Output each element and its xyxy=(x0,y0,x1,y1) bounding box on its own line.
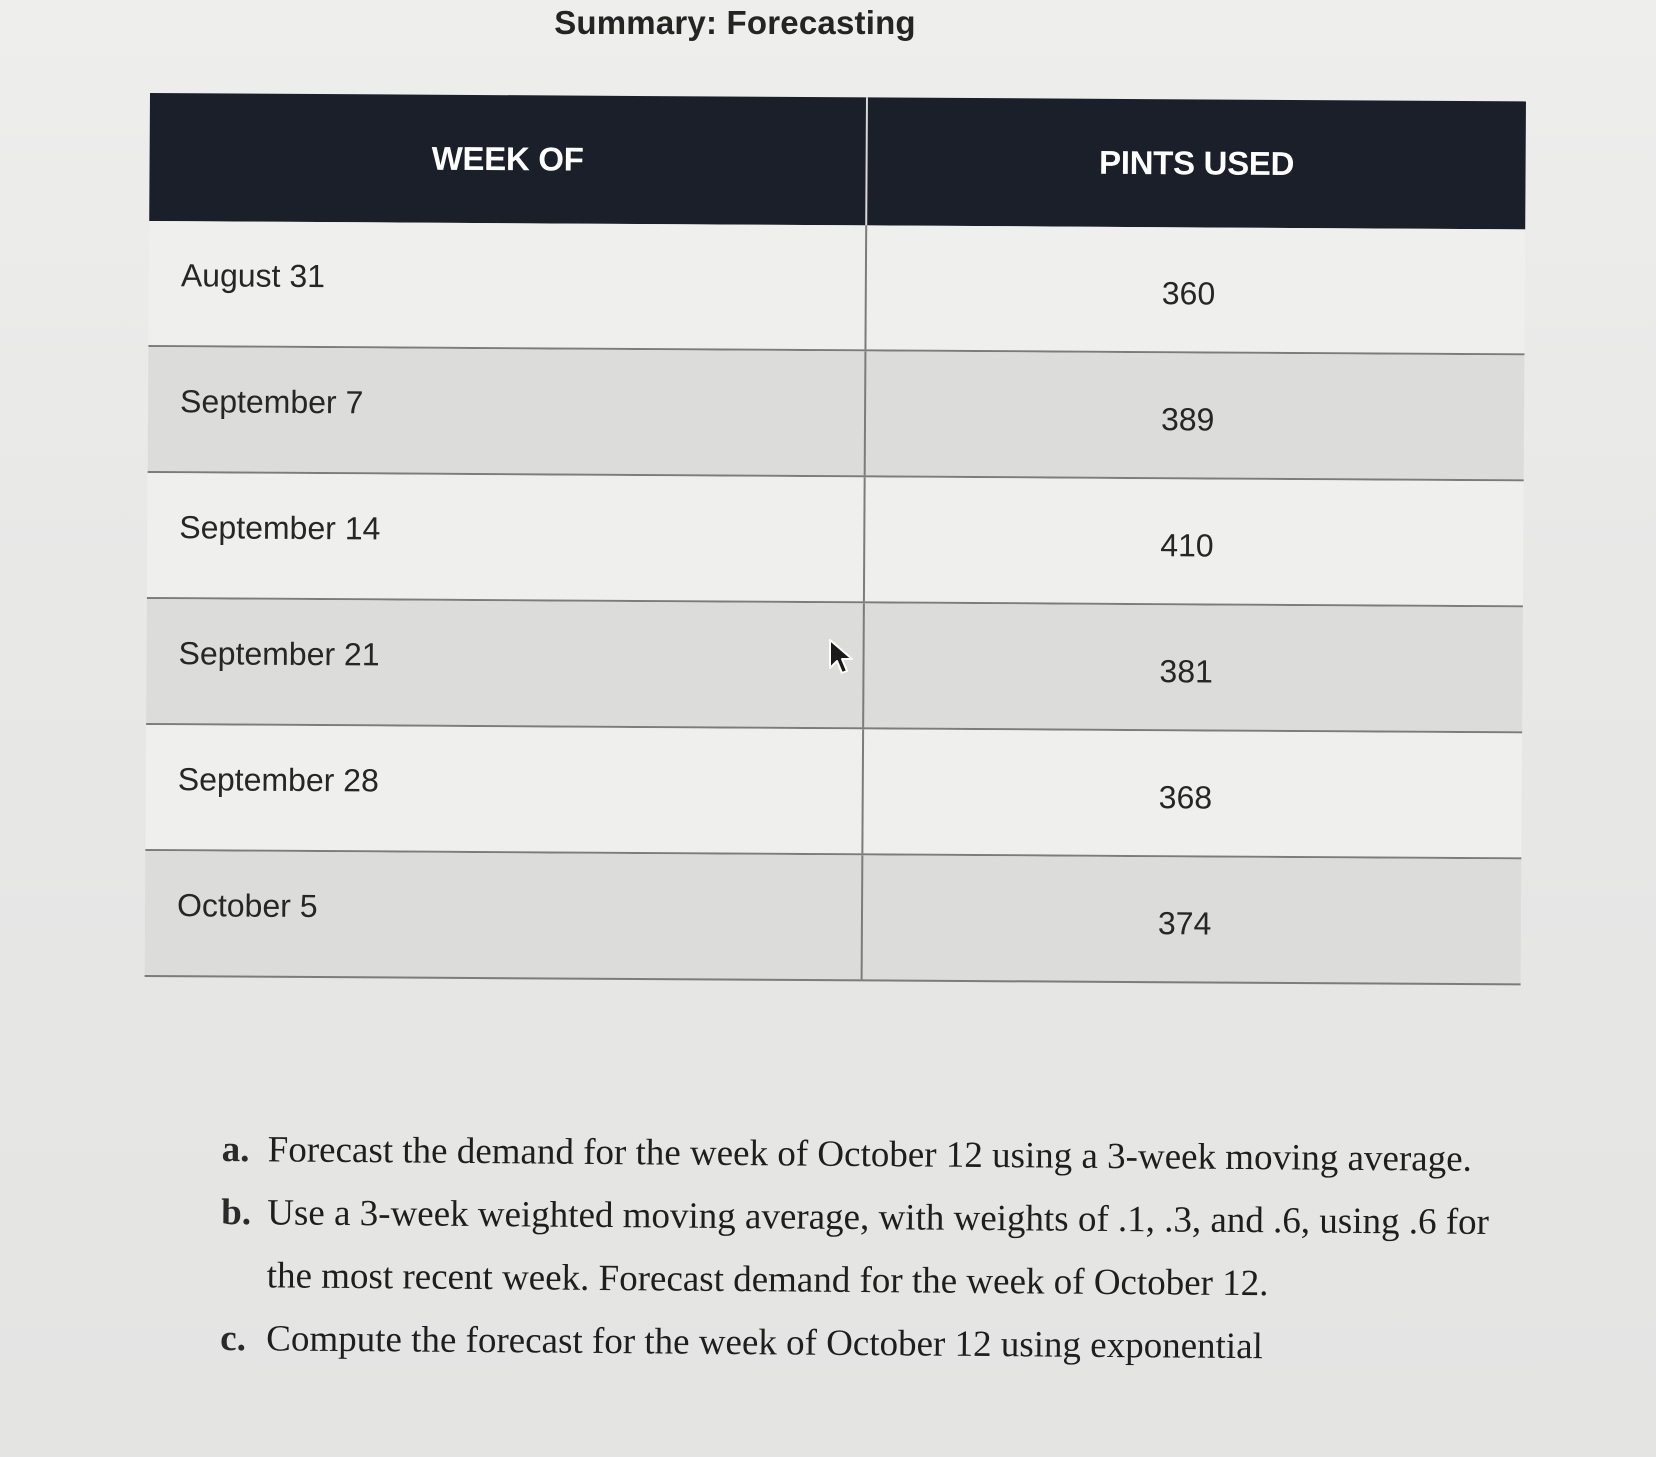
question-text: Compute the forecast for the week of October 12 using exponential xyxy=(266,1318,1264,1368)
question-marker: a. xyxy=(221,1128,250,1171)
cell-pints: 381 xyxy=(1159,653,1213,690)
cell-week: September 28 xyxy=(145,725,864,853)
question-list xyxy=(220,1118,1522,1380)
data-table xyxy=(145,93,1526,985)
cell-week: September 14 xyxy=(147,473,866,601)
cell-pints: 374 xyxy=(1157,905,1212,942)
page-title: Summary: Forecasting xyxy=(554,4,916,41)
cell-pints: 368 xyxy=(1158,779,1213,816)
cell-pints: 410 xyxy=(1160,527,1214,564)
table-header xyxy=(149,93,1526,229)
cell-week: August 31 xyxy=(148,221,867,349)
question-marker: b. xyxy=(221,1191,252,1234)
table-row xyxy=(145,851,1522,985)
header-pints-used: PINTS USED xyxy=(1098,143,1295,182)
question-text: Forecast the demand for the week of October 12 using a 3-week moving average. xyxy=(267,1129,1473,1180)
table-row xyxy=(145,725,1522,859)
cell-week: September 21 xyxy=(146,599,865,727)
question-item xyxy=(221,1181,1522,1317)
header-week-of: WEEK OF xyxy=(149,93,868,225)
question-text: Use a 3-week weighted moving average, with weights of .1, .3, and .6, using .6 for the most recent week. Forecast demand for the week of October 12. xyxy=(266,1192,1490,1305)
cell-week: September 7 xyxy=(148,347,867,475)
cell-pints: 360 xyxy=(1161,275,1216,312)
cell-week: October 5 xyxy=(145,851,864,979)
cell-pints: 389 xyxy=(1160,401,1215,438)
table-row xyxy=(148,347,1525,481)
question-item xyxy=(222,1118,1522,1191)
mouse-pointer-icon xyxy=(828,638,854,676)
question-item xyxy=(220,1307,1520,1380)
question-marker: c. xyxy=(220,1317,247,1360)
table-row xyxy=(148,221,1525,355)
table-row xyxy=(147,473,1524,607)
